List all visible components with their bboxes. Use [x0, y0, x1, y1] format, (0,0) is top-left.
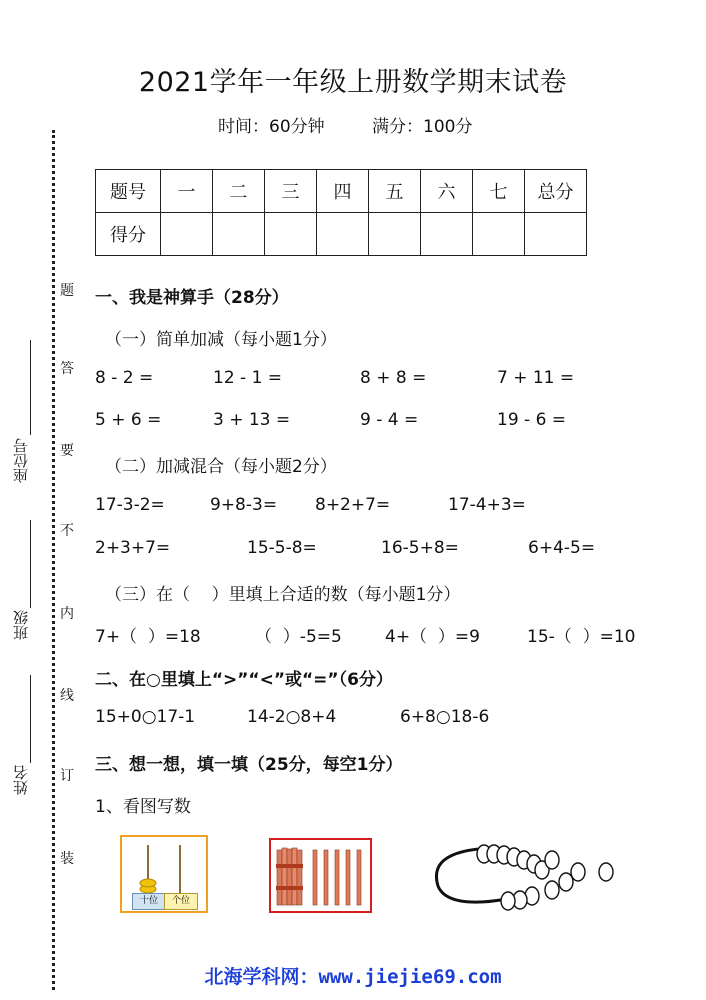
binding-char: 线 [60, 688, 74, 704]
compare-problem: 15+0○17-1 [95, 707, 196, 727]
section3-title: 三、想一想，填一填（25分，每空1分） [95, 755, 403, 775]
compare-problem: 6+8○18-6 [400, 707, 490, 727]
score-cell[interactable] [525, 213, 587, 256]
score-table-header-cell: 五 [369, 170, 421, 213]
score-cell[interactable] [213, 213, 265, 256]
score-cell[interactable] [265, 213, 317, 256]
score-table-header-cell: 四 [317, 170, 369, 213]
score-cell[interactable] [317, 213, 369, 256]
math-problem: 15-（ ）=10 [527, 627, 636, 647]
seat-label: 座位号 [12, 438, 30, 483]
class-label: 班级 [12, 610, 30, 640]
math-problem: 17-4+3= [448, 495, 526, 515]
math-problem: 17-3-2= [95, 495, 165, 515]
score-cell[interactable] [473, 213, 525, 256]
compare-problem: 14-2○8+4 [247, 707, 337, 727]
part2-title: （二）加减混合（每小题2分） [105, 457, 337, 477]
math-problem: 8+2+7= [315, 495, 391, 515]
score-table-score-row [96, 213, 587, 256]
math-problem: 3 + 13 = [213, 410, 291, 430]
binding-char: 内 [60, 606, 74, 622]
question-1-title: 1、看图写数 [95, 797, 191, 817]
footer-url[interactable]: www.jiejie69.com [318, 966, 502, 988]
score-table [95, 169, 587, 256]
math-problem: 7+（ ）=18 [95, 627, 201, 647]
score-cell[interactable] [161, 213, 213, 256]
class-field[interactable] [30, 520, 31, 608]
abacus-picture [120, 835, 208, 913]
math-problem: 12 - 1 = [213, 368, 283, 388]
math-problem: 19 - 6 = [497, 410, 567, 430]
math-problem: 7 + 11 = [497, 368, 575, 388]
math-problem: 2+3+7= [95, 538, 171, 558]
score-table-header-cell: 题号 [96, 170, 161, 213]
ones-label: 个位 [164, 893, 198, 910]
math-problem: 6+4-5= [528, 538, 596, 558]
sticks-picture [269, 838, 372, 913]
section1-title: 一、我是神算手（28分） [95, 288, 289, 308]
score-table-header-row [96, 170, 587, 213]
binding-char: 订 [60, 768, 74, 784]
math-problem: 5 + 6 = [95, 410, 162, 430]
tens-label: 十位 [132, 893, 166, 910]
footer [0, 962, 706, 989]
time-label: 时间：60分钟 [218, 117, 325, 137]
binding-char: 不 [60, 523, 74, 539]
beads-picture [432, 838, 622, 918]
score-label: 满分：100分 [372, 117, 473, 137]
section2-title: 二、在○里填上“>”“<”或“=”（6分） [95, 670, 393, 690]
binding-char: 答 [60, 361, 74, 377]
seat-field[interactable] [30, 340, 31, 435]
name-field[interactable] [30, 675, 31, 763]
sticks-drawing [271, 840, 370, 911]
part3-title: （三）在（ ）里填上合适的数（每小题1分） [105, 585, 461, 605]
score-table-header-cell: 一 [161, 170, 213, 213]
binding-char: 装 [60, 851, 74, 867]
score-table-header-cell: 二 [213, 170, 265, 213]
math-problem: 4+（ ）=9 [385, 627, 480, 647]
score-cell[interactable] [369, 213, 421, 256]
binding-char: 题 [60, 283, 74, 299]
score-cell[interactable] [421, 213, 473, 256]
math-problem: 16-5+8= [381, 538, 459, 558]
math-problem: 8 + 8 = [360, 368, 427, 388]
math-problem: 9 - 4 = [360, 410, 419, 430]
score-table-header-cell: 三 [265, 170, 317, 213]
score-table-header-cell: 七 [473, 170, 525, 213]
binding-dotted-line [52, 130, 55, 990]
math-problem: （ ）-5=5 [255, 627, 342, 647]
part1-title: （一）简单加减（每小题1分） [105, 330, 337, 350]
math-problem: 9+8-3= [210, 495, 278, 515]
score-table-header-cell: 总分 [525, 170, 587, 213]
name-label: 姓名 [12, 765, 30, 795]
score-table-header-cell: 六 [421, 170, 473, 213]
math-problem: 15-5-8= [247, 538, 317, 558]
footer-site-name: 北海学科网： [204, 966, 319, 988]
binding-char: 要 [60, 443, 74, 459]
math-problem: 8 - 2 = [95, 368, 154, 388]
page-title: 2021学年一年级上册数学期末试卷 [138, 67, 568, 98]
score-row-label: 得分 [96, 213, 161, 256]
